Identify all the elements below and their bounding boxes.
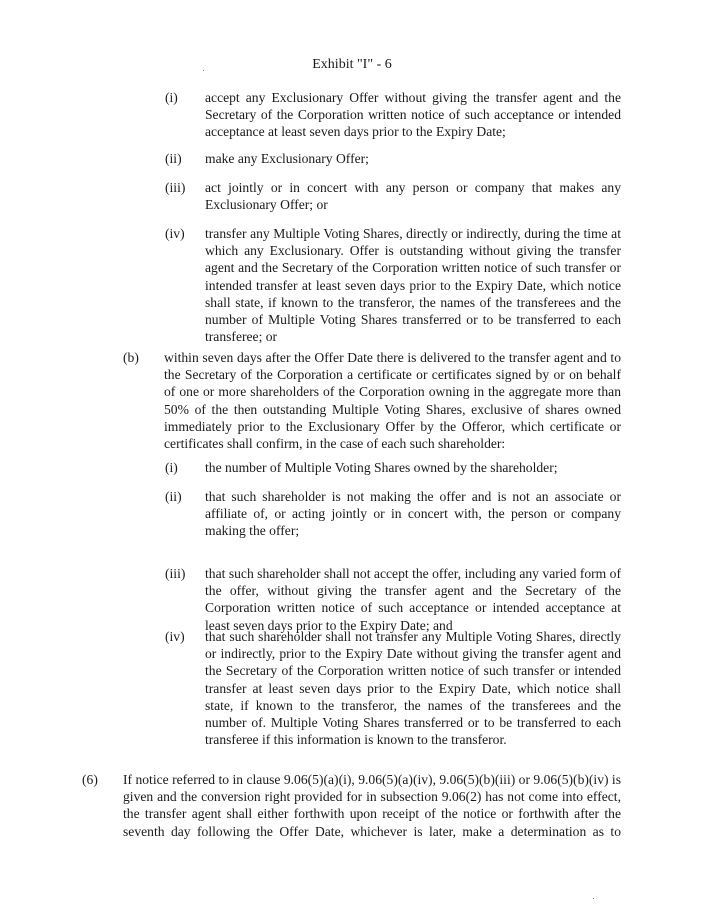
item-text: make any Exclusionary Offer; [205, 151, 369, 166]
item-label: (ii) [165, 151, 182, 166]
item-text: accept any Exclusionary Offer without giving the transfer agent and the Secretary of the Corporation written notice of such acceptance or intended acceptance at least seven days prior to the Expiry Date; [205, 90, 621, 140]
paragraph-label: (b) [123, 350, 139, 365]
item-label: (iii) [165, 566, 186, 581]
item-text: transfer any Multiple Voting Shares, directly or indirectly, during the time at which any Exclusionary. Offer is outstanding without giving the transfer agent and the Secretary of the Corporation written notice of such transfer or intended transfer at least seven days prior to the Expiry Date, which notice shall state, if known to the transferor, the names of the transferees and the number of Multiple Voting Shares transferred or to be transferred to each transferee; or [205, 226, 621, 345]
item-text: act jointly or in concert with any person or company that makes any Exclusionary Offer; or [205, 180, 621, 213]
item-text: that such shareholder shall not transfer any Multiple Voting Shares, directly or indirectly, prior to the Expiry Date without giving the transfer agent and the Secretary of the Corporation written notice of such transfer or intended transfer at least seven days prior to the Expiry Date, which notice shall state, if known to the transferor, the names of the transferees and the number of. Multiple Voting Shares transferred or to be transferred to each transferee if this information is known to the transferor. [205, 629, 621, 748]
item-text: that such shareholder is not making the offer and is not an associate or affiliate of, or acting jointly or in concert with, the person or company making the offer; [205, 489, 621, 539]
item-text: that such shareholder shall not accept the offer, including any varied form of the offer, without giving the transfer agent and the Secretary of the Corporation written notice of such acceptance or intended acceptance at least seven days prior to the Expiry Date; and [205, 566, 621, 633]
paragraph-label: (6) [82, 772, 98, 787]
item-label: (ii) [165, 489, 182, 504]
item-label: (iv) [165, 226, 185, 241]
scan-speck [593, 898, 594, 899]
item-text: the number of Multiple Voting Shares owned by the shareholder; [205, 460, 558, 475]
paragraph-text: If notice referred to in clause 9.06(5)(a)(i), 9.06(5)(a)(iv), 9.06(5)(b)(iii) or 9.06(5)(b)(iv) is given and the conversion right provided for in subsection 9.06(2) has not come into effect, the transfer agent shall either forthwith upon receipt of the notice or forthwith after the seventh day following the Offer Date, whichever is later, make a determination as to [123, 772, 621, 839]
page-header: Exhibit "I" - 6 [312, 57, 392, 72]
paragraph-text: within seven days after the Offer Date there is delivered to the transfer agent and to the Secretary of the Corporation a certificate or certificates signed by or on behalf of one or more shareholders of the Corporation owning in the aggregate more than 50% of the then outstanding Multiple Voting Shares, exclusive of shares owned immediately prior to the Exclusionary Offer by the Offeror, which certificate or certificates shall confirm, in the case of each such shareholder: [164, 350, 621, 452]
item-label: (iv) [165, 629, 185, 644]
item-label: (iii) [165, 180, 186, 195]
item-label: (i) [165, 460, 178, 475]
item-label: (i) [165, 90, 178, 105]
